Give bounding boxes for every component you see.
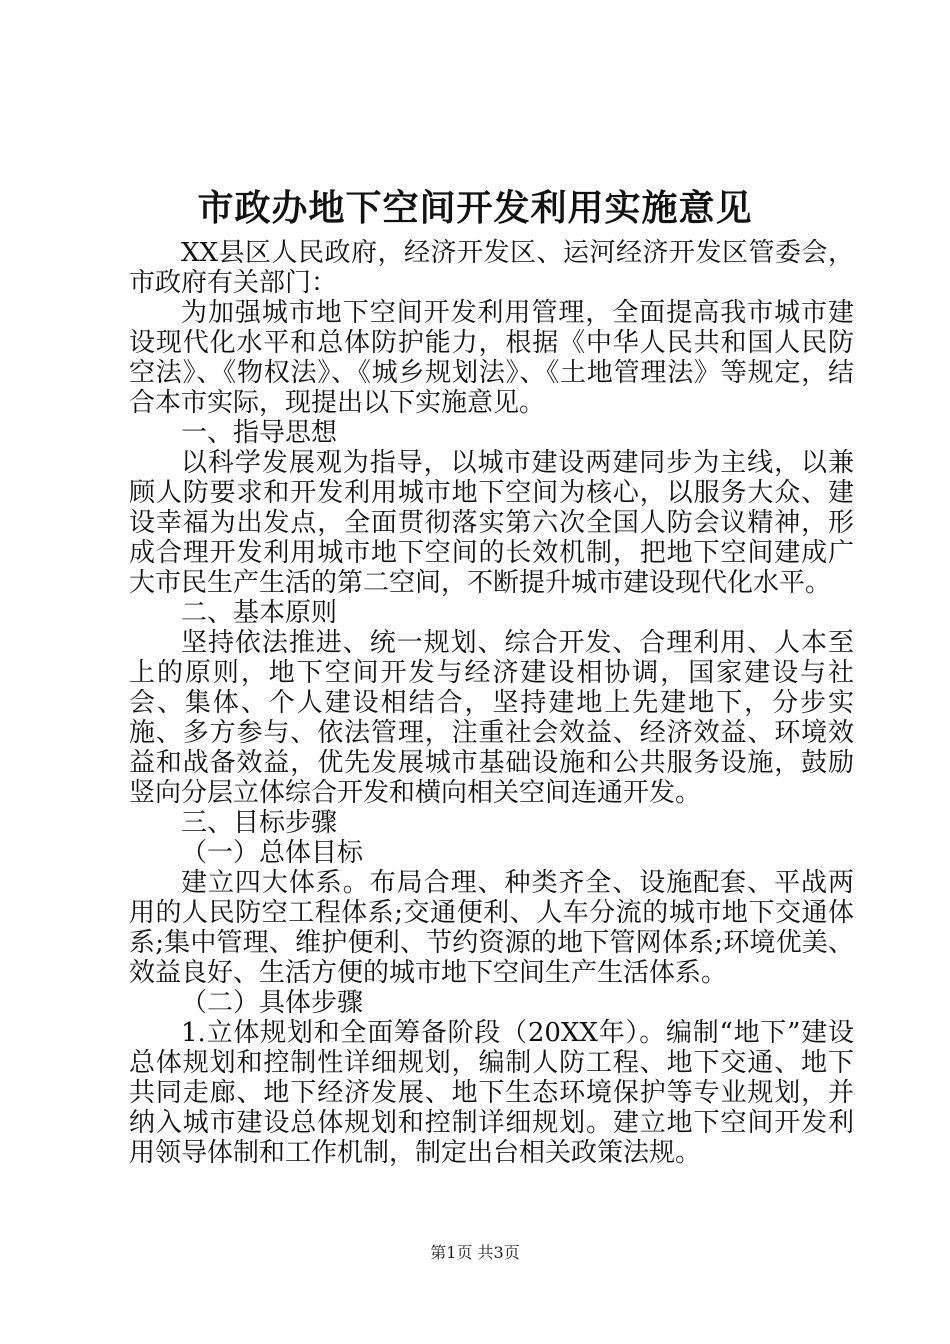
section-heading-guiding-thought: 一、指导思想 (181, 418, 338, 448)
subsection-heading-specific-steps: （二）具体步骤 (181, 988, 364, 1018)
page-number-footer: 第1页 共3页 (430, 1243, 520, 1262)
document-title: 市政办地下空间开发利用实施意见 (197, 188, 753, 229)
overall-goal-paragraph: 建立四大体系。布局合理、种类齐全、设施配套、平战两用的人民防空工程体系;交通便利、人车分流的城市地下交通体系;集中管理、维护便利、节约资源的地下管网体系;环境优美、效益良好、生活方便的城市地下空间生产生活体系。 (129, 868, 854, 988)
addressee-paragraph: XX县区人民政府，经济开发区、运河经济开发区管委会，市政府有关部门： (129, 238, 854, 298)
document-body (129, 238, 854, 1168)
subsection-heading-overall-goal: （一）总体目标 (181, 838, 364, 868)
section-heading-goals-steps: 三、目标步骤 (181, 808, 338, 838)
basic-principles-paragraph: 坚持依法推进、统一规划、综合开发、合理利用、人本至上的原则，地下空间开发与经济建设相协调，国家建设与社会、集体、个人建设相结合，坚持建地上先建地下，分步实施、多方参与、依法管理，注重社会效益、经济效益、环境效益和战备效益，优先发展城市基础设施和公共服务设施，鼓励竖向分层立体综合开发和横向相关空间连通开发。 (129, 628, 854, 808)
section-heading-basic-principles: 二、基本原则 (181, 598, 338, 628)
intro-paragraph: 为加强城市地下空间开发利用管理，全面提高我市城市建设现代化水平和总体防护能力，根据《中华人民共和国人民防空法》、《物权法》、《城乡规划法》、《土地管理法》等规定，结合本市实际，现提出以下实施意见。 (129, 298, 854, 418)
guiding-thought-paragraph: 以科学发展观为指导，以城市建设两建同步为主线，以兼顾人防要求和开发利用城市地下空间为核心，以服务大众、建设幸福为出发点，全面贯彻落实第六次全国人防会议精神，形成合理开发利用城市地下空间的长效机制，把地下空间建成广大市民生产生活的第二空间，不断提升城市建设现代化水平。 (129, 448, 854, 598)
specific-steps-paragraph: 1.立体规划和全面筹备阶段（20XX年）。编制“地下”建设总体规划和控制性详细规划，编制人防工程、地下交通、地下共同走廊、地下经济发展、地下生态环境保护等专业规划，并纳入城市建设总体规划和控制详细规划。建立地下空间开发利用领导体制和工作机制，制定出台相关政策法规。 (129, 1018, 854, 1168)
